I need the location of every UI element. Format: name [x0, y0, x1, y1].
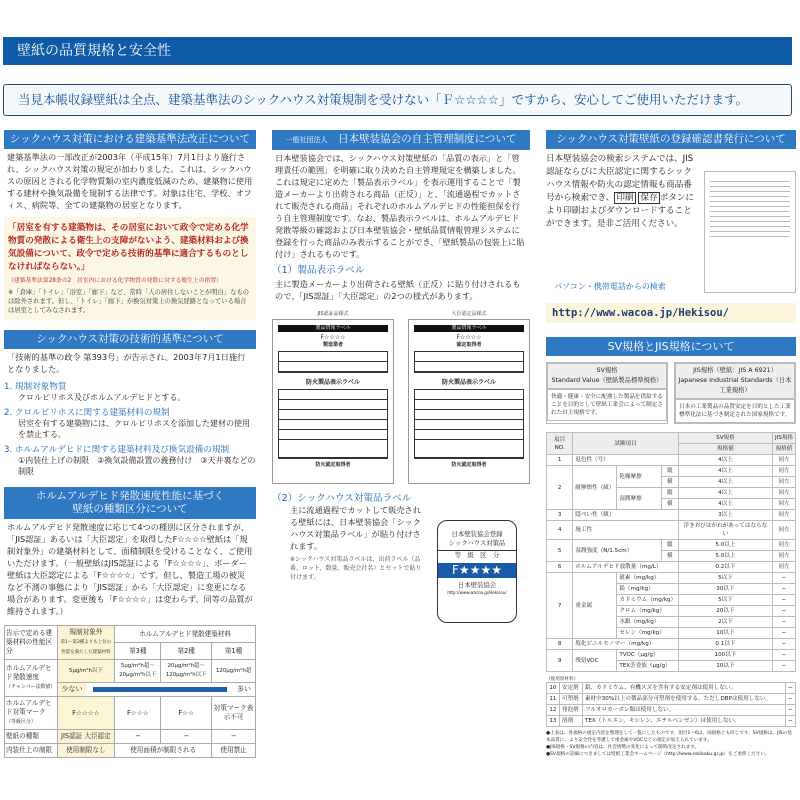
table-cell: 同左	[772, 551, 795, 562]
label-bar: 製品情報ラベル	[278, 325, 388, 332]
table-cell: 湿潤強度（N/1.5cm）	[573, 540, 661, 562]
sickhouse-label-text	[272, 504, 422, 582]
law-revision-body: 建築基準法の一部改正が2003年（平成15年）7月1日より施行され、シックハウス対策の規定が加わりました。これは、シックハウスの原因とされる化学物質類の室内濃度低減のため、建築物に使用する建材や換気設備を規制する法律です。対象は住宅、学校、オフィス、病院等、全ての建築物の居室となります。	[7, 152, 253, 210]
sv-head: SV規格 Standard Value（壁紙製品標準規格）	[547, 363, 667, 389]
registration-block	[546, 149, 796, 299]
table-row	[547, 540, 796, 551]
section-title-registration: シックハウス対策壁紙の登録確認書発行について	[546, 130, 796, 149]
label-caption: JIS認証品様式	[317, 311, 349, 317]
badge-grade: F★★★★	[438, 563, 516, 578]
tech-item-desc: クロルピリホス及びホルムアルデヒドとする。	[18, 393, 186, 402]
law-quote-source: （建築基準法第28条の2 居室内における化学物質の発散に対する衛生上の措置）	[8, 278, 222, 284]
table-cell: TEX（トルエン、キシレン、エチルベンゼン）は使用しない。	[582, 716, 785, 727]
type-label: 壁紙の種類	[5, 730, 58, 744]
note-line: ●SV規格の詳細につきましては壁紙工業会ホームページ（http://www.sskikaku.gr.jp）をご参照ください。	[546, 752, 770, 757]
label-bar: 製品情報ラベル	[414, 325, 524, 332]
fire-label-title: 防火製品表示ラベル	[305, 379, 360, 386]
materials-table	[546, 682, 796, 727]
table-cell: 施工性	[573, 521, 679, 540]
table-cell: 同左	[772, 562, 795, 573]
tech-item-title: 1. 規制対象物質	[4, 382, 67, 392]
table-row	[547, 466, 796, 477]
table-cell: −	[772, 573, 795, 584]
table-cell: 同左	[772, 540, 795, 551]
table-cell: 安定剤	[559, 683, 582, 694]
type-value: −	[115, 730, 161, 744]
section-title-technical: シックハウス対策の技術的基準について	[4, 330, 256, 349]
table-cell: 同左	[772, 455, 795, 466]
label-image	[408, 319, 530, 484]
table-cell: −	[785, 705, 795, 716]
table-cell: 4以上	[678, 477, 772, 488]
search-url-link[interactable]: http://www.wacoa.jp/Hekisou/	[546, 303, 796, 323]
column-self-management	[272, 130, 530, 790]
table-header: 告示で定める建築材料の性能区分	[5, 626, 58, 660]
table-cell: 5.0以上	[678, 540, 772, 551]
print-button-label: 印刷	[616, 193, 634, 203]
table-cell: 溶剤	[559, 716, 582, 727]
label-grid	[278, 351, 388, 373]
section-title-classification	[4, 487, 256, 519]
jis-box	[674, 362, 796, 424]
table-cell: 隠ぺい性（級）	[573, 510, 679, 521]
table-cell: SV規格	[678, 433, 772, 444]
sickhouse-badge	[437, 520, 517, 623]
rate-value: 5μg/m²h以下	[57, 660, 115, 683]
table-cell: 5.0以上	[678, 551, 772, 562]
table-row	[547, 639, 796, 650]
technical-list	[4, 380, 256, 477]
class-3: 第3種	[115, 643, 161, 660]
law-note: ※「倉庫」「トイレ」「浴室」「廊下」など、常時「人の居住しないことが明白」なものは除外されます。但し、「トイレ」「廊下」が換気対策上の換気経路となっている場合は居室としてみなされます。	[8, 289, 250, 314]
fire-grid	[414, 389, 524, 459]
badge-grade-label: 等 級 区 分	[438, 550, 516, 560]
restriction-label: 内装仕上の制限	[5, 744, 58, 758]
formaldehyde-class-table	[4, 625, 256, 758]
table-cell: 0.2以下	[678, 562, 772, 573]
table-cell: 4以上	[678, 488, 772, 499]
table-cell: 2以下	[678, 617, 772, 628]
table-cell: 縦	[661, 540, 678, 551]
rate-value: 120μg/m²h超	[212, 660, 256, 683]
label-maker: 製造業者	[322, 342, 343, 348]
class-1: 第1種	[212, 643, 256, 660]
badge-line1: 日本壁装協会登録	[451, 530, 503, 538]
table-cell: 11	[547, 694, 560, 705]
table-cell: 横	[661, 551, 678, 562]
table-cell: 同左	[772, 466, 795, 477]
table-cell: ホルムアルデヒド放散量（mg/L）	[573, 562, 679, 573]
double-arrow-icon	[93, 687, 228, 692]
page-banner: 壁紙の品質規格と安全性	[3, 37, 792, 65]
table-header-group: ホルムアルデヒド発散建築材料	[115, 626, 256, 643]
self-management-body: 日本壁装協会では、シックハウス対策壁紙の「品質の表示」と「管理責任の範囲」を明確に取り決めた自主管理規定を構築しました。これは規定に定めた「製品表示ラベル」を表示運用することで「製造メーカーより出荷される商品（正反）」と、「流通過程でカットされて販売される商品」それぞれのホルムアルデヒドの性能担保を行う自主管理制度です。なお、製品表示ラベルは、ホルムアルデヒド発散等級の確認および日本壁装協会・壁紙品質情報管理システムに登録を行った商品のみ表示することができ、「壁紙製品の包装上に貼付け」されるものです。	[275, 153, 525, 259]
table-cell: −	[772, 606, 795, 617]
mark-value: F☆☆☆	[115, 697, 161, 730]
label-grid	[414, 351, 524, 373]
table-cell: 5以下	[678, 595, 772, 606]
sv-jis-table	[546, 432, 796, 672]
table-cell: TVOC（μg/g）	[617, 650, 679, 661]
table-cell: TEX芳香族（μg/g）	[617, 661, 679, 672]
fire-maker: 防火認定取得者	[451, 462, 487, 468]
rate-value: 5μg/m²h超〜20μg/m²h以下	[115, 660, 161, 683]
table-cell: −	[785, 694, 795, 705]
sv-body: 快適・健康・安全に配慮した製品を供給することを目的として壁紙工業会によって制定された自主規格です。	[547, 389, 667, 421]
jis-head: JIS規格（壁紙：JIS A 6921） Japanese Industrial Standards（日本工業規格）	[675, 363, 795, 399]
table-cell: 退色性（号）	[573, 455, 679, 466]
section-title-sv-jis: SV規格とJIS規格について	[546, 337, 796, 356]
table-row	[547, 521, 796, 540]
table-cell: 試験項目	[573, 433, 679, 455]
table-cell: −	[772, 617, 795, 628]
table-row	[547, 683, 796, 694]
table-cell: 残留VOC	[573, 650, 617, 672]
save-button-label: 保存	[640, 193, 658, 203]
table-cell: 12	[547, 705, 560, 716]
restriction-value: 使用制限なし	[57, 744, 115, 758]
fire-grid	[278, 389, 388, 459]
column-building-law	[4, 130, 256, 758]
table-row	[547, 650, 796, 661]
table-cell: 10以下	[678, 628, 772, 639]
table-cell: カドミウム（mg/kg）	[617, 595, 679, 606]
class-2: 第2種	[161, 643, 212, 660]
section-title-law-revision: シックハウス対策における建築基準法改正について	[4, 130, 256, 149]
table-cell: 縦	[661, 488, 678, 499]
fire-label-title: 防火製品表示ラベル	[441, 379, 496, 386]
table-cell: 縦	[661, 466, 678, 477]
table-row	[547, 694, 796, 705]
badge-line2: シックハウス対策品	[448, 538, 506, 547]
table-cell: 4以上	[678, 455, 772, 466]
table-cell: 重金属	[573, 573, 617, 639]
table-row	[547, 455, 796, 466]
table-cell: 可塑剤	[559, 694, 582, 705]
note-line: ●JIS規格・SV規格の内容は、社会情勢の変化によって随時改定されます。	[546, 745, 700, 750]
restriction-value: 使用禁止	[212, 744, 256, 758]
table-cell: 鉛（mg/kg）	[617, 584, 679, 595]
section-title-self-management: 一般社団法人 日本壁装協会の自主管理制度について	[272, 130, 530, 150]
sickhouse-label-body: 主に流通過程でカットして販売される壁紙には、日本壁装協会「シックハウス対策品ラベル」が貼り付けされます。	[290, 505, 421, 551]
table-header-exempt: 規制対象外 第1〜第3種よりも上位の性能を満たした建築材料	[57, 626, 115, 660]
label-samples	[272, 310, 530, 484]
label-caption: 大臣認定品様式	[451, 311, 487, 317]
table-cell: 砒素（mg/kg）	[617, 573, 679, 584]
table-cell: 乾燥摩擦	[617, 466, 661, 488]
table-cell: 10	[547, 683, 560, 694]
table-cell: 4	[547, 521, 573, 540]
table-cell: 同左	[772, 521, 795, 540]
tech-item-desc: ①内装仕上げの制限 ②換気設備設置の義務付け ③天井裏などの制限	[18, 456, 256, 476]
table-cell: 0.1以下	[678, 639, 772, 650]
table-cell: 発泡剤	[559, 705, 582, 716]
table-cell: 横	[661, 499, 678, 510]
note-line: ●上表は、各規格の規定内容を整理をして一覧にしたものです。項目1〜6は、両規格とも同じです。SV規格は、JISの基本品質に、より安全性を考慮して重金属やVOCなどの規定が加えられています。	[546, 731, 792, 743]
mark-label: ホルムアルデヒド対策マーク（等級区分）	[5, 697, 58, 730]
table-row	[547, 562, 796, 573]
table-cell: 8	[547, 639, 573, 650]
high-label: 多い	[237, 685, 251, 693]
label-sample-jis	[272, 310, 394, 484]
low-label: 少ない	[58, 683, 87, 696]
sickhouse-label-heading: （2）シックハウス対策品ラベル	[272, 493, 412, 504]
sickhouse-label-note: ※シックハウス対策品ラベルは、出荷ラベル（品番、ロット、数量、販売会社名）とセットで貼り付けます。	[290, 556, 422, 581]
materials-label: （使用原材料）	[546, 677, 579, 682]
table-row	[547, 705, 796, 716]
jis-body: 日本の工業製品の品質安定を目的とした工業標準化法に基づき制定された国家規格です。	[675, 399, 795, 423]
table-cell: 同左	[772, 499, 795, 510]
table-cell: 3	[547, 510, 573, 521]
table-row	[547, 510, 796, 521]
table-cell: 同左	[772, 477, 795, 488]
tech-item-desc: 居室を有する建築物には、クロルピリホスを添加した建材の使用を禁止する。	[18, 419, 250, 439]
classification-body: ホルムアルデヒド発散速度に応じて4つの種別に区分されますが、「JIS認証」あるいは「大臣認定」を取得したF☆☆☆☆壁紙は「規制対象外」の建築材料として、面積制限を受けることなく、ご使用いただけます。（一般壁紙はJIS認証による「F☆☆☆☆」、ボーダー壁紙は大臣認定による「F☆☆☆☆」です。但し、製造工場の被災など不測の事態により「JIS認証」から「大臣認定」に変更になる場合があります。変更後も「F☆☆☆☆」は変わらず、同等の品質が維持されます。）	[7, 522, 253, 616]
label-image	[272, 319, 394, 484]
restriction-value: 使用面積が制限される	[115, 744, 212, 758]
certificate-image	[704, 171, 796, 293]
sv-box	[546, 362, 668, 424]
table-cell: JIS規格	[772, 433, 795, 444]
product-label-heading: （1）製品表示ラベル	[272, 265, 365, 276]
registration-body: 日本壁装協会の検索システムでは、JIS認証ならびに大臣認定に関するシックハウス情報や防火の認定情報も商品番号から検索でき、 印刷 保存 ボタンにより印刷およびダウンロードすることができます。是非ご活用ください。	[546, 154, 694, 229]
table-cell: 2	[547, 466, 573, 510]
table-cell: フルオロカーボン類は使用しない。	[582, 705, 785, 716]
type-value: −	[161, 730, 212, 744]
product-label-body: 主に製造メーカーより出荷される壁紙（正反）に貼り付けされるもので、「JIS認証」「大臣認定」の2つの様式があります。	[275, 279, 521, 301]
tech-item-title: 2. クロルピリホスに関する建築材料の規制	[4, 408, 170, 418]
table-cell: −	[772, 661, 795, 672]
table-cell: −	[785, 716, 795, 727]
table-cell: 素材中30%以上の製品部分可塑剤を使用する。ただしDBPは使用しない。	[582, 694, 785, 705]
standards-boxes	[546, 362, 796, 424]
table-cell: −	[772, 628, 795, 639]
table-cell: 湿潤摩擦	[617, 488, 661, 510]
table-cell: −	[785, 683, 795, 694]
law-quote-box	[4, 217, 256, 320]
table-cell: 塩化ビニルモノマー（mg/kg）	[573, 639, 679, 650]
table-cell: 鉛、カドミウム、有機スズを含有する安定剤は使用しない。	[582, 683, 785, 694]
classification-title-line2: 壁紙の種類区分について	[72, 503, 188, 515]
type-value: JIS認証 大臣認定	[57, 730, 115, 744]
table-cell: 3以上	[678, 510, 772, 521]
table-cell: −	[772, 639, 795, 650]
table-cell: 13	[547, 716, 560, 727]
label-maker: 認定取得者	[456, 342, 482, 348]
label-grade: F☆☆☆☆	[320, 334, 346, 341]
table-cell: 20以下	[678, 606, 772, 617]
table-cell: 10以下	[678, 661, 772, 672]
table-cell: 5以下	[678, 573, 772, 584]
table-cell: −	[772, 650, 795, 661]
table-cell: 7	[547, 573, 573, 639]
technical-intro: 「技術的基準の政令 第393号」が告示され、2003年7月1日施行となりました。	[7, 352, 246, 374]
table-cell: 100以下	[678, 650, 772, 661]
table-notes	[546, 730, 796, 758]
table-cell: 同左	[772, 488, 795, 499]
table-cell: 6	[547, 562, 573, 573]
table-row	[547, 573, 796, 584]
table-cell: −	[772, 595, 795, 606]
law-quote: 「居室を有する建築物は、その居室において政令で定める化学物質の発散による衛生上の支障がないよう、建築材料および換気設備について、政令で定める技術的基準に適合するものとしなければならない。」	[8, 223, 249, 272]
mark-value: 対策マーク表示不可	[212, 697, 256, 730]
table-cell: 規格値	[772, 444, 795, 455]
badge-org: 日本壁装協会	[457, 580, 497, 589]
table-cell: −	[772, 584, 795, 595]
table-cell: 4以上	[678, 466, 772, 477]
table-cell: 規格値	[678, 444, 772, 455]
table-row	[547, 716, 796, 727]
table-cell: クロム（mg/kg）	[617, 606, 679, 617]
table-cell: 水銀（mg/kg）	[617, 617, 679, 628]
emission-arrow-row	[57, 683, 256, 697]
type-value: −	[212, 730, 256, 744]
classification-title-line1: ホルムアルデヒド発散速度性能に基づく	[35, 490, 225, 502]
rate-value: 20μg/m²h超〜120μg/m²h以下	[161, 660, 212, 683]
table-cell: 30以下	[678, 584, 772, 595]
table-cell: 浮きおびはがれがあってはならない	[678, 521, 772, 540]
table-header-row	[547, 433, 796, 444]
fire-maker: 防火認定取得者	[315, 462, 351, 468]
table-cell: 5	[547, 540, 573, 562]
table-cell: 9	[547, 650, 573, 672]
table-cell: 横	[661, 477, 678, 488]
notice-box: 当見本帳収録壁紙は全点、建築基準法のシックハウス対策規制を受けない「Ｆ☆☆☆☆」ですから、安心してご使用いただけます。	[3, 84, 792, 116]
column-sv-jis	[546, 130, 796, 758]
mark-value: F☆☆☆☆	[57, 697, 115, 730]
tech-item-title: 3. ホルムアルデヒドに関する建築材料及び換気設備の規制	[4, 445, 230, 455]
badge-url: http://www.wacoa.jp/Hekisou/	[447, 590, 507, 595]
mark-value: F☆☆	[161, 697, 212, 730]
table-cell: 同左	[772, 510, 795, 521]
table-cell: 耐摩擦性（級）	[573, 466, 617, 510]
table-cell: 4以上	[678, 499, 772, 510]
search-label: パソコン・携帯電話からの検索	[554, 282, 666, 291]
label-grade: F☆☆☆☆	[456, 334, 482, 341]
emission-rate-label: ホルムアルデヒド発散速度 （チャンバー法数値）	[5, 660, 58, 697]
table-cell: 項目NO.	[547, 433, 573, 455]
table-cell: 1	[547, 455, 573, 466]
table-cell: セレン（mg/kg）	[617, 628, 679, 639]
label-sample-minister	[408, 310, 530, 484]
